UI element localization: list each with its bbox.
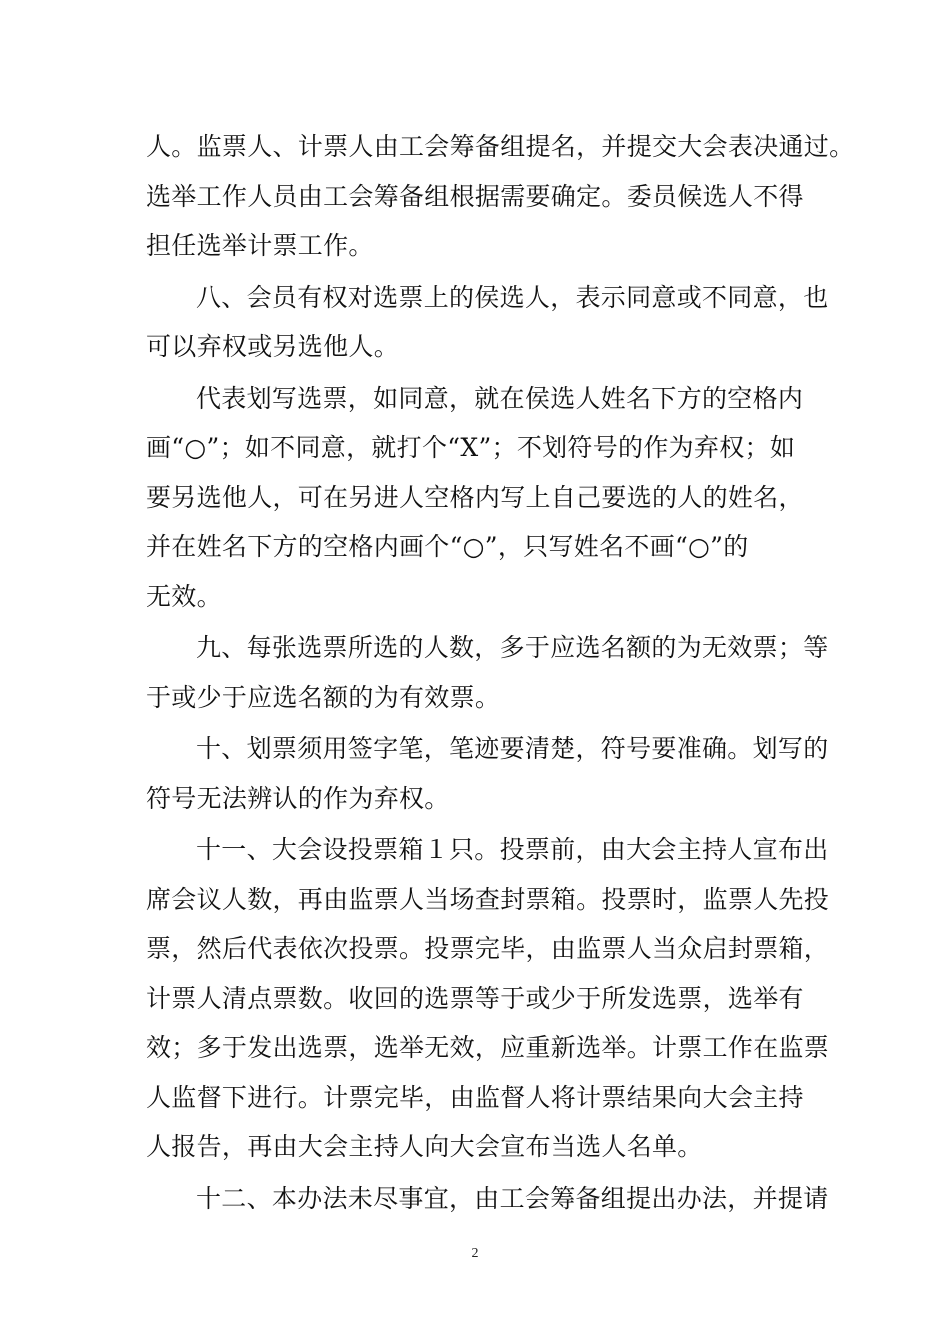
text-line: 可以弃权或另选他人。	[146, 332, 400, 361]
text-line: 席会议人数，再由监票人当场查封票箱。投票时，监票人先投	[146, 884, 830, 914]
text-line: 符号无法辨认的作为弃权。	[146, 783, 450, 813]
paragraph-item-11-line: 十一、大会设投票箱１只。投票前，由大会主持人宣布出	[196, 835, 829, 864]
page-number: 2	[471, 1246, 479, 1261]
text-line: 人报告，再由大会主持人向大会宣布当选人名单。	[146, 1132, 703, 1161]
text-line: 要另选他人，可在另进人空格内写上自己要选的人的姓名，	[146, 482, 804, 512]
paragraph-item-9-line: 九、每张选票所选的人数，多于应选名额的为无效票；等	[196, 633, 829, 662]
paragraph-item-10-line: 十、划票须用签字笔，笔迹要清楚，符号要准确。划写的	[196, 734, 829, 763]
text-line: 票，然后代表依次投票。投票完毕，由监票人当众启封票箱，	[146, 934, 830, 963]
paragraph-item-8-line: 八、会员有权对选票上的侯选人，表示同意或不同意，也	[196, 282, 829, 312]
text-line: 并在姓名下方的空格内画个“○”，只写姓名不画“○”的	[146, 532, 749, 561]
text-line: 画“○”；如不同意，就打个“X”；不划符号的作为弃权；如	[146, 433, 796, 462]
text-line: 效；多于发出选票，选举无效，应重新选举。计票工作在监票	[146, 1033, 830, 1062]
text-line: 选举工作人员由工会筹备组根据需要确定。委员候选人不得	[146, 181, 804, 211]
text-line: 计票人清点票数。收回的选票等于或少于所发选票，选举有	[146, 983, 804, 1013]
text-line: 无效。	[146, 581, 222, 611]
text-line: 人监督下进行。计票完毕，由监督人将计票结果向大会主持	[146, 1082, 804, 1112]
document-body	[146, 122, 855, 1223]
text-line: 人。监票人、计票人由工会筹备组提名，并提交大会表决通过。	[146, 132, 855, 161]
text-line: 于或少于应选名额的为有效票。	[146, 682, 501, 712]
paragraph-item-12-line: 十二、本办法未尽事宜，由工会筹备组提出办法，并提请	[196, 1183, 829, 1213]
paragraph-voting-method-line: 代表划写选票，如同意，就在侯选人姓名下方的空格内	[196, 383, 804, 413]
text-line: 担任选举计票工作。	[146, 231, 374, 260]
